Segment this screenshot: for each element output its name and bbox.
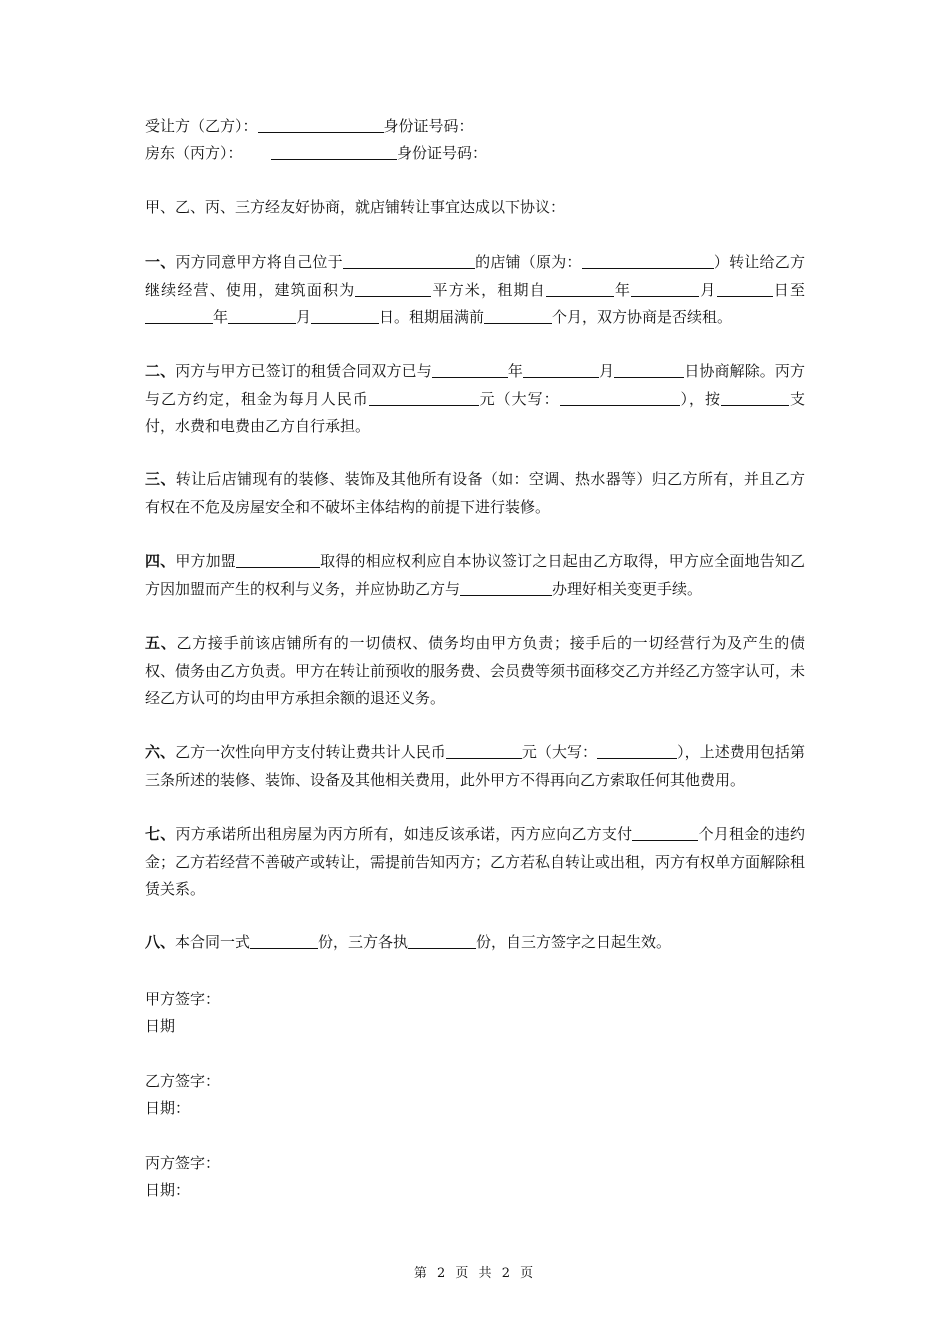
clause-4	[145, 548, 805, 603]
clause-6-text-b: 元（大写：	[521, 743, 598, 761]
party-a-date-label: 日期	[145, 1017, 176, 1035]
clause-1-text-k: 个月，双方协商是否续租。	[552, 308, 733, 326]
clause-7	[145, 821, 805, 904]
clause-3	[145, 466, 805, 521]
lease-start-year-blank	[546, 281, 614, 297]
copies-blank	[250, 933, 318, 949]
landlord-id-label: 身份证号码：	[397, 144, 488, 162]
clause-2-text-f: ），按	[679, 389, 721, 408]
clause-5-number: 五、	[145, 634, 177, 652]
landlord-name-blank	[271, 144, 397, 160]
clause-4-text-c: 办理好相关变更手续。	[552, 579, 703, 598]
monthly-rent-blank	[369, 390, 479, 406]
clause-6	[145, 739, 805, 794]
clause-1-text-a: 丙方同意甲方将自己位于	[175, 253, 343, 271]
clause-6-number: 六、	[145, 743, 176, 761]
clause-1-text-g: 日至	[772, 280, 805, 299]
clause-4-text-b: 取得的相应权利应自本协议签订之日起由乙方取得，甲方应全面地告知乙方因加盟而产生的权利与义务，并应协助乙方与	[145, 552, 805, 598]
monthly-rent-words-blank	[560, 390, 680, 406]
clause-5	[145, 630, 805, 713]
clause-1-text-b: 的店铺（原为：	[474, 253, 582, 271]
clause-2-text-e: 元（大写：	[478, 389, 560, 408]
lease-start-day-blank	[717, 281, 773, 297]
clause-7-number: 七、	[145, 825, 176, 843]
party-b-date-label: 日期：	[145, 1099, 191, 1117]
clause-3-text: 转让后店铺现有的装修、装饰及其他所有设备（如：空调、热水器等）归乙方所有，并且乙方有权在不危及房屋安全和不破坏主体结构的前提下进行装修。	[145, 470, 805, 516]
clause-1-text-f: 月	[699, 280, 717, 299]
clause-1-text-c: ）转让给乙方继续经营、使用，建筑面积为	[145, 253, 805, 299]
penalty-months-blank	[632, 825, 698, 841]
clause-4-text-a: 甲方加盟	[175, 552, 236, 570]
termination-day-blank	[614, 362, 684, 378]
clause-3-number: 三、	[145, 470, 176, 488]
lease-end-day-blank	[311, 308, 379, 324]
payment-method-blank	[721, 390, 789, 406]
termination-year-blank	[432, 362, 508, 378]
transferee-id-label: 身份证号码：	[383, 117, 474, 135]
clause-6-text-a: 乙方一次性向甲方支付转让费共计人民币	[175, 743, 446, 761]
clause-1-text-j: 日。租期届满前	[379, 308, 485, 326]
party-b-signature-label: 乙方签字：	[145, 1072, 221, 1090]
clause-2	[145, 358, 805, 441]
clause-2-text-d: 日协商解除。丙方与乙方约定，租金为每月人民币	[145, 362, 805, 408]
clause-5-text: 乙方接手前该店铺所有的一切债权、债务均由甲方负责；接手后的一切经营行为及产生的债权、债务由乙方负责。甲方在转让前预收的服务费、会员费等须书面移交乙方并经乙方签字认可，未经乙方认可的均由甲方承担余额的退还义务。	[145, 634, 806, 707]
party-a-signature-label: 甲方签字：	[145, 990, 221, 1008]
party-c-signature-label: 丙方签字：	[145, 1154, 221, 1172]
clause-4-number: 四、	[145, 552, 176, 570]
shop-former-name-blank	[582, 253, 714, 269]
franchisor-blank	[460, 580, 552, 596]
clause-8-text-a: 本合同一式	[175, 933, 251, 951]
clause-8-text-c: 份，自三方签字之日起生效。	[476, 933, 672, 951]
clause-2-text-a: 丙方与甲方已签订的租赁合同双方已与	[175, 362, 432, 380]
clause-8	[145, 929, 805, 957]
franchise-brand-blank	[236, 552, 320, 568]
clause-1	[145, 249, 805, 332]
clause-8-text-b: 份，三方各执	[318, 933, 409, 951]
clause-1-text-i: 月	[296, 308, 312, 326]
clause-1-text-h: 年	[213, 308, 229, 326]
transferee-line	[145, 115, 474, 137]
copies-each-blank	[408, 933, 476, 949]
landlord-label: 房东（丙方）：	[145, 144, 243, 162]
clause-6-text-c: ），上述费用包括第三条所述的装修、装饰、设备及其他相关费用，此外甲方不得再向乙方索取任何其他费用。	[145, 743, 805, 789]
transfer-fee-blank	[446, 743, 522, 759]
renewal-months-blank	[484, 308, 552, 324]
termination-month-blank	[523, 362, 599, 378]
transferee-name-blank	[258, 117, 384, 133]
clause-7-text-b: 个月租金的违约金；乙方若经营不善破产或转让，需提前告知丙方；乙方若私自转让或出租，丙方有权单方面解除租赁关系。	[145, 825, 806, 898]
clause-1-number: 一、	[145, 253, 176, 271]
lease-end-month-blank	[228, 308, 296, 324]
area-blank	[355, 281, 431, 297]
landlord-line	[145, 142, 487, 164]
clause-2-text-c: 月	[599, 362, 615, 380]
clause-8-number: 八、	[145, 933, 176, 951]
clause-1-text-d: 平方米，租期自	[431, 280, 546, 299]
clause-7-text-a: 丙方承诺所出租房屋为丙方所有，如违反该承诺，丙方应向乙方支付	[175, 825, 633, 843]
page-footer: 第 2 页 共 2 页	[413, 1266, 537, 1281]
lease-end-year-blank	[145, 308, 213, 324]
lease-start-month-blank	[631, 281, 699, 297]
transfer-fee-words-blank	[597, 743, 677, 759]
clause-2-number: 二、	[145, 362, 176, 380]
transferee-label: 受让方（乙方）：	[145, 117, 258, 135]
clause-2-text-g: 支付，水费和电费由乙方自行承担。	[145, 389, 805, 435]
clause-2-text-b: 年	[507, 362, 524, 380]
clause-1-text-e: 年	[613, 280, 632, 299]
party-c-date-label: 日期：	[145, 1181, 191, 1199]
shop-location-blank	[343, 253, 475, 269]
intro-text: 甲、乙、丙、三方经友好协商，就店铺转让事宜达成以下协议：	[145, 198, 566, 216]
